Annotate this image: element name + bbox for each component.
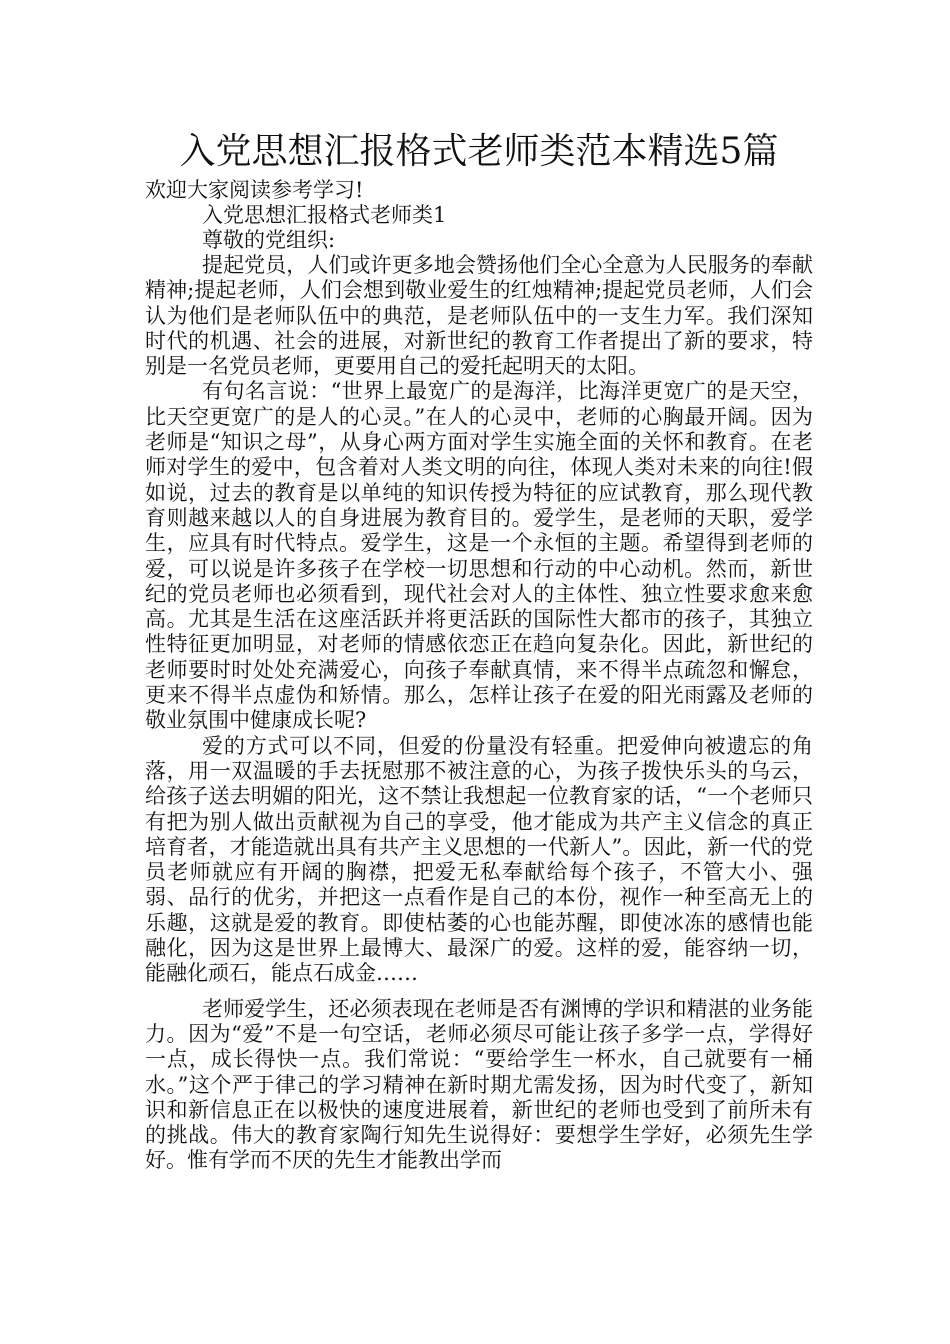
body-paragraph: 爱的方式可以不同，但爱的份量没有轻重。把爱伸向被遗忘的角落，用一双温暖的手去抚慰那不被注意的心，为孩子拨快乐头的乌云，给孩子送去明媚的阳光，这不禁让我想起一位教育家的话，“一个老师只有把为别人做出贡献视为自己的享受，他才能成为共产主义信念的真正培育者，才能造就出具有共产主义思想的一代新人”。因此，新一代的党员老师就应有开阔的胸襟，把爱无私奉献给每个孩子，不管大小、强弱、品行的优劣，并把这一点看作是自己的本份，视作一种至高无上的乐趣，这就是爱的教育。即使枯萎的心也能苏醒，即使冰冻的感情也能融化，因为这是世界上最博大、最深广的爱。这样的爱，能容纳一切，能融化顽石，能点石成金…… — [145, 733, 813, 986]
section-heading: 入党思想汇报格式老师类1 — [202, 203, 447, 227]
body-paragraph: 提起党员，人们或许更多地会赞扬他们全心全意为人民服务的奉献精神;提起老师，人们会想到敬业爱生的红烛精神;提起党员老师，人们会认为他们是老师队伍中的典范，是老师队伍中的一支生力军。我们深知时代的机遇、社会的进展，对新世纪的教育工作者提出了新的要求，特别是一名党员老师，更要用自己的爱托起明天的太阳。 — [145, 253, 813, 379]
document-page — [145, 128, 813, 1174]
body-paragraph: 有句名言说：“世界上最宽广的是海洋，比海洋更宽广的是天空，比天空更宽广的是人的心灵。”在人的心灵中，老师的心胸最开阔。因为老师是“知识之母”，从身心两方面对学生实施全面的关怀和教育。在老师对学生的爱中，包含着对人类文明的向往，体现人类对未来的向往!假如说，过去的教育是以单纯的知识传授为特征的应试教育，那么现代教育则越来越以人的自身进展为教育目的。爱学生，是老师的天职，爱学生，应具有时代特点。爱学生，这是一个永恒的主题。希望得到老师的爱，可以说是许多孩子在学校一切思想和行动的中心动机。然而，新世纪的党员老师也必须看到，现代社会对人的主体性、独立性要求愈来愈高。尤其是生活在这座活跃并将更活跃的国际性大都市的孩子，其独立性特征更加明显，对老师的情感依恋正在趋向复杂化。因此，新世纪的老师要时时处处充满爱心，向孩子奉献真情，来不得半点疏忽和懈怠，更来不得半点虚伪和矫情。那么，怎样让孩子在爱的阳光雨露及老师的敬业氛围中健康成长呢? — [145, 379, 813, 733]
body-paragraph: 老师爱学生，还必须表现在老师是否有渊博的学识和精湛的业务能力。因为“爱”不是一句空话，老师必须尽可能让孩子多学一点，学得好一点，成长得快一点。我们常说：“要给学生一杯水，自己就要有一桶水。”这个严于律己的学习精神在新时期尤需发扬，因为时代变了，新知识和新信息正在以极快的速度进展着，新世纪的老师也受到了前所未有的挑战。伟大的教育家陶行知先生说得好：要想学生学好，必须先生学好。惟有学而不厌的先生才能教出学而 — [145, 996, 813, 1173]
document-title: 入党思想汇报格式老师类范本精选5篇 — [179, 131, 779, 172]
salutation: 尊敬的党组织: — [202, 228, 336, 252]
intro-text: 欢迎大家阅读参考学习! — [145, 178, 364, 202]
